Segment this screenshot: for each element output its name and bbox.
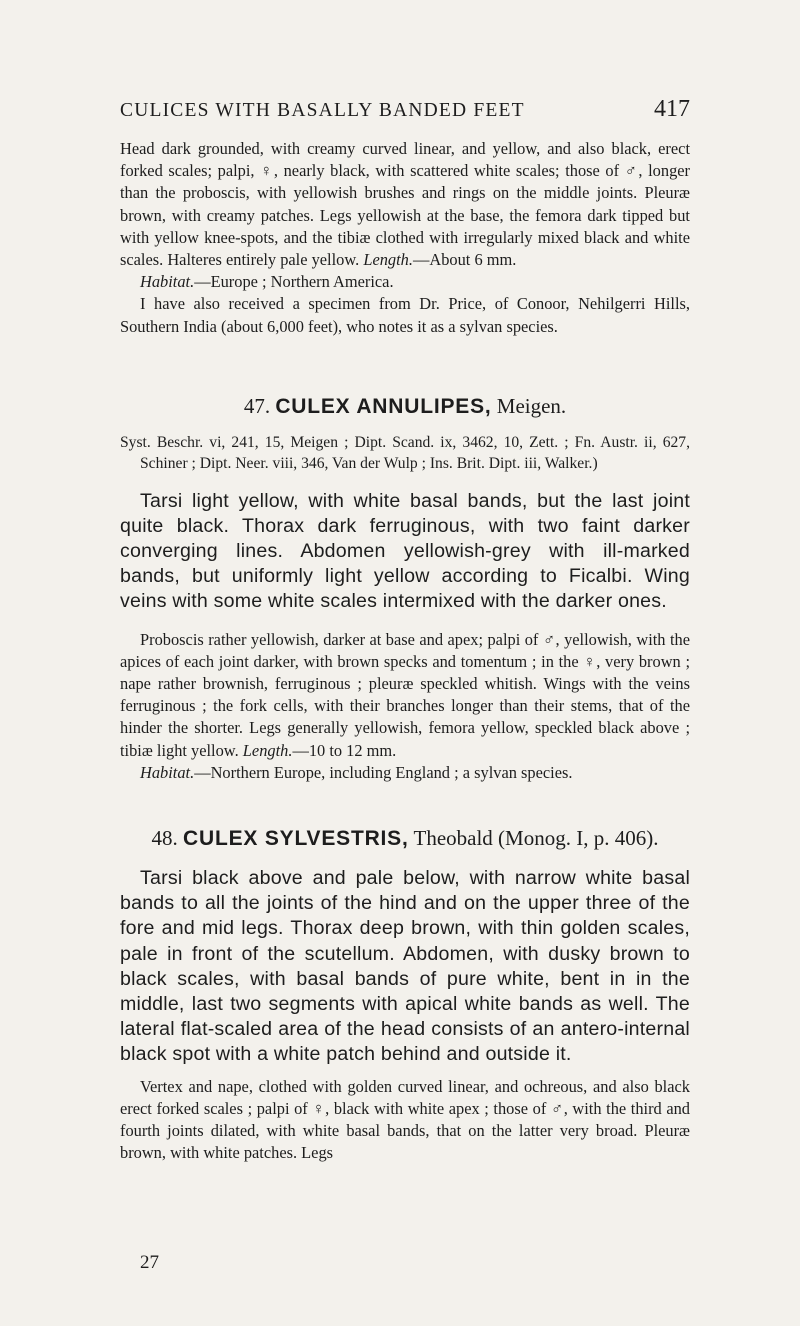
species-name: CULEX ANNULIPES,: [275, 395, 492, 418]
signature-mark: 27: [140, 1252, 159, 1273]
length-value: —10 to 12 mm.: [292, 740, 397, 760]
species-number: 47.: [243, 394, 271, 418]
species-47-diagnosis: Tarsi light yellow, with white basal bands, but the last joint quite black. Thorax dark ferruginous, with two faint darker converging lines. Abdomen yellowish-grey with ill-marked bands, but uniformly light yellow according to Ficalbi. Wing veins with some white scales intermixed with the darker ones.: [120, 489, 690, 613]
paragraph-specimen-note: I have also received a specimen from Dr. Price, of Conoor, Nehilgerri Hills, Southern India (about 6,000 feet), who notes it as a sylvan species.: [120, 294, 690, 336]
length-label: Length.: [242, 740, 293, 760]
species-name: CULEX SYLVESTRIS,: [183, 827, 409, 850]
species-48-body: [120, 866, 690, 1164]
habitat-line: [120, 762, 690, 784]
species-47-heading: [120, 394, 690, 419]
species-author: Theobald (Monog. I, p. 406).: [413, 826, 659, 850]
page-number: 417: [654, 96, 690, 122]
running-title: CULICES WITH BASALLY BANDED FEET: [120, 100, 525, 121]
paragraph-head-description: Head dark grounded, with creamy curved linear, and yellow, and also black, erect forked scales; palpi, ♀, nearly black, with scattered white scales; those of ♂, longer than the proboscis, with yellowish brushes and rings on the middle joints. Pleuræ brown, with creamy patches. Legs yellowish at the base, the femora dark tipped but with yellow knee-spots, and the tibiæ clothed with irregularly mixed black and white scales. Halteres entirely pale yellow. Length.—About 6 mm.: [120, 139, 690, 270]
continued-description: [120, 138, 690, 338]
habitat-value: —Europe ; Northern America.: [194, 272, 394, 292]
species-48-description: Vertex and nape, clothed with golden curved linear, and ochreous, and also black erect forked scales ; palpi of ♀, black with white apex ; those of ♂, with the third and fourth joints dilated, with white basal bands, that on the latter very broad. Pleuræ brown, with white patches. Legs: [120, 1076, 690, 1163]
length-value: —About 6 mm.: [412, 250, 517, 270]
species-47-body: [120, 433, 690, 784]
habitat-label: Habitat.: [140, 762, 195, 782]
species-number: 48.: [151, 826, 178, 850]
running-head: [120, 96, 690, 123]
habitat-value: —Northern Europe, including England ; a sylvan species.: [194, 762, 573, 782]
habitat-label: Habitat.: [140, 272, 195, 292]
habitat-line: [120, 271, 690, 293]
species-author: Meigen.: [496, 394, 567, 418]
length-label: Length.: [363, 250, 413, 270]
species-48-heading: [120, 826, 690, 851]
species-48-diagnosis: Tarsi black above and pale below, with narrow white basal bands to all the joints of the hind and on the upper three of the fore and mid legs. Thorax deep brown, with thin golden scales, pale in front of the scutellum. Abdomen, with dusky brown to black scales, with basal bands of pure white, bent in in the middle, last two segments with apical white bands as well. The lateral flat-scaled area of the head consists of an antero-internal black spot with a white patch behind and outside it.: [120, 867, 690, 1066]
species-47-description: Proboscis rather yellowish, darker at base and apex; palpi of ♂, yellowish, with the apices of each joint darker, with brown specks and tomentum ; in the ♀, very brown ; nape rather brownish, ferruginous ; pleuræ speckled whitish. Wings with the veins ferruginous ; the fork cells, with their branches longer than their stems, that of the hinder the shorter. Legs generally yellowish, femora yellow, speckled black above ; tibiæ light yellow. Length.—10 to 12 mm.: [120, 629, 690, 760]
synonymy-references: Syst. Beschr. vi, 241, 15, Meigen ; Dipt. Scand. ix, 3462, 10, Zett. ; Fn. Austr. ii, 627, Schiner ; Dipt. Neer. viii, 346, Van der Wulp ; Ins. Brit. Dipt. iii, Walker.): [120, 434, 690, 472]
